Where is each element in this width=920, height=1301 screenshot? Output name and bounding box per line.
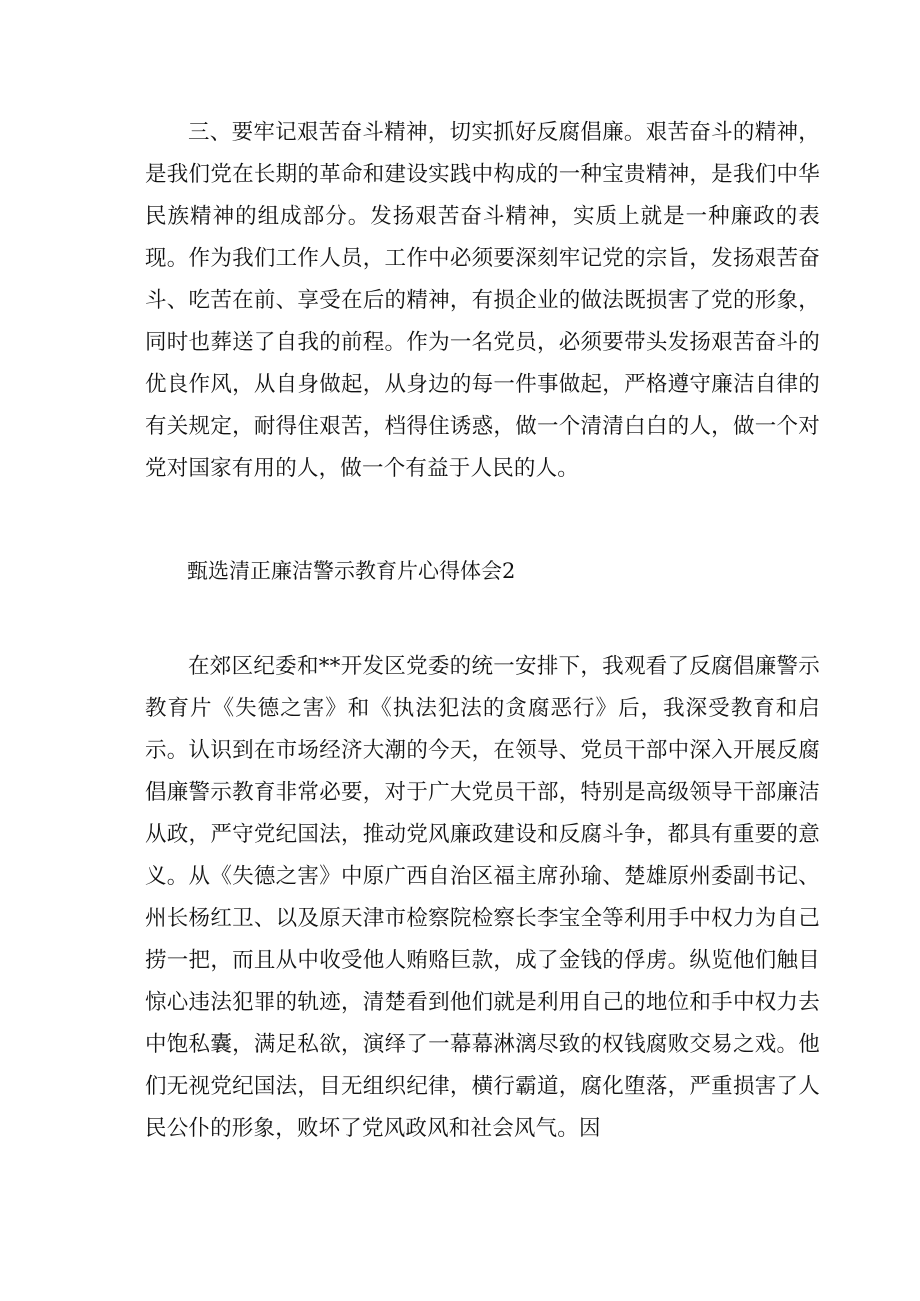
section-title: 甄选清正廉洁警示教育片心得体会2 (187, 559, 516, 583)
body-paragraph-2: 在郊区纪委和**开发区党委的统一安排下，我观看了反腐倡廉警示教育片《失德之害》和《执法犯法的贪腐恶行》后，我深受教育和启示。认识到在市场经济大潮的今天，在领导、党员干部中深入开展反腐倡廉警示教育非常必要，对于广大党员干部，特别是高级领导干部廉洁从政，严守党纪国法，推动党风廉政建设和反腐斗争，都具有重要的意义。从《失德之害》中原广西自治区福主席孙瑜、楚雄原州委副书记、州长杨红卫、以及原天津市检察院检察长李宝全等利用手中权力为自己捞一把，而且从中收受他人贿赂巨款，成了金钱的俘虏。纵览他们触目惊心违法犯罪的轨迹，清楚看到他们就是利用自己的地位和手中权力去中饱私囊，满足私欲，演绎了一幕幕淋漓尽致的权钱腐败交易之戏。他们无视党纪国法，目无组织纪律，横行霸道，腐化堕落，严重损害了人民公仆的形象，败坏了党风政风和社会风气。因 (145, 654, 820, 1141)
body-paragraph-1: 三、要牢记艰苦奋斗精神，切实抓好反腐倡廉。艰苦奋斗的精神，是我们党在长期的革命和建设实践中构成的一种宝贵精神，是我们中华民族精神的组成部分。发扬艰苦奋斗精神，实质上就是一种廉政的表现。作为我们工作人员，工作中必须要深刻牢记党的宗旨，发扬艰苦奋斗、吃苦在前、享受在后的精神，有损企业的做法既损害了党的形象，同时也葬送了自我的前程。作为一名党员，必须要带头发扬艰苦奋斗的优良作风，从自身做起，从身边的每一件事做起，严格遵守廉洁自律的有关规定，耐得住艰苦，档得住诱惑，做一个清清白白的人，做一个对党对国家有用的人，做一个有益于人民的人。 (145, 120, 820, 481)
